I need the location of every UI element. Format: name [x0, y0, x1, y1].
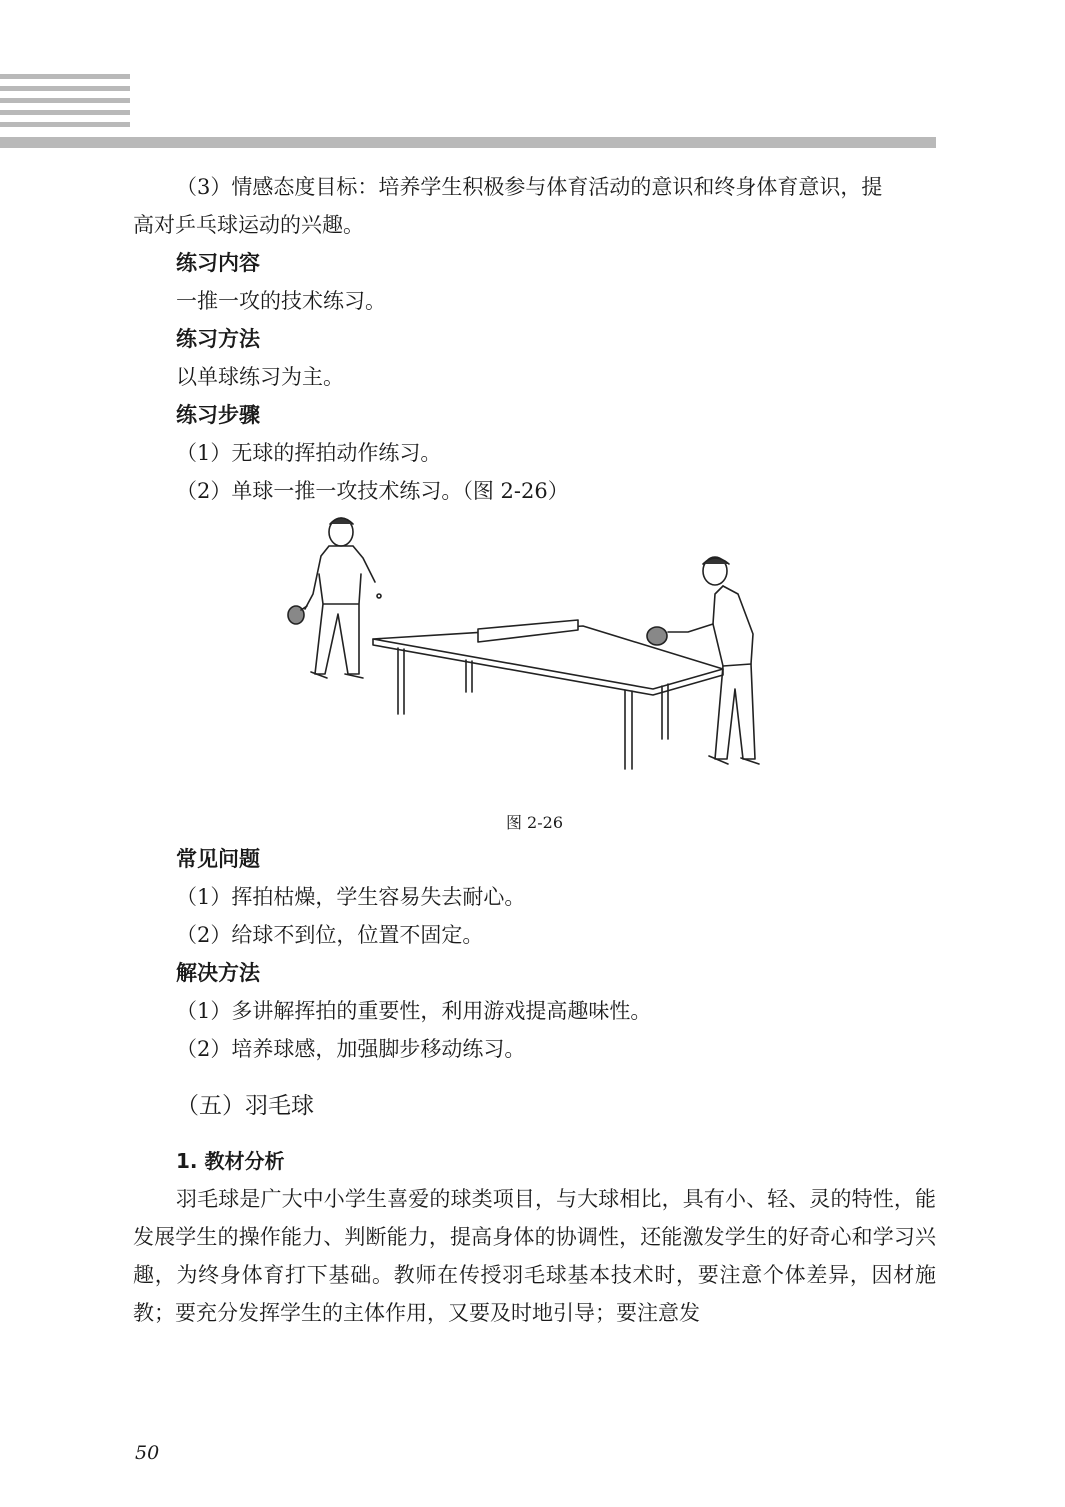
- practice-step-2: （2）单球一推一攻技术练习。（图 2-26）: [176, 479, 569, 503]
- common-problem-2: （2）给球不到位，位置不固定。: [176, 923, 484, 947]
- common-problems-heading: 常见问题: [176, 847, 260, 871]
- solution-1: （1）多讲解挥拍的重要性，利用游戏提高趣味性。: [176, 999, 652, 1023]
- practice-steps-heading: 练习步骤: [176, 403, 260, 427]
- page-content: [133, 168, 936, 1332]
- intro-line-1: （3）情感态度目标：培养学生积极参与体育活动的意识和终身体育意识，提: [176, 175, 883, 199]
- figure-caption: 图 2-26: [505, 813, 564, 832]
- section-title: （五）羽毛球: [176, 1093, 314, 1119]
- header-decoration: [0, 74, 130, 134]
- header-rule: [0, 137, 936, 148]
- solutions-heading: 解决方法: [176, 961, 260, 985]
- sub-heading: 1. 教材分析: [176, 1149, 285, 1173]
- practice-content-text: 一推一攻的技术练习。: [176, 289, 386, 313]
- solution-2: （2）培养球感，加强脚步移动练习。: [176, 1037, 526, 1061]
- practice-method-heading: 练习方法: [176, 327, 260, 351]
- practice-method-text: 以单球练习为主。: [176, 365, 344, 389]
- section-paragraph: 羽毛球是广大中小学生喜爱的球类项目，与大球相比，具有小、轻、灵的特性，能发展学生的操作能力、判断能力，提高身体的协调性，还能激发学生的好奇心和学习兴趣，为终身体育打下基础。教师在传授羽毛球基本技术时，要注意个体差异，因材施教；要充分发挥学生的主体作用，又要及时地引导；要注意发: [133, 1187, 936, 1325]
- page-number: 50: [135, 1442, 160, 1464]
- figure-table-tennis: [133, 510, 936, 840]
- common-problem-1: （1）挥拍枯燥，学生容易失去耐心。: [176, 885, 526, 909]
- table-tennis-illustration: [283, 514, 783, 789]
- practice-step-1: （1）无球的挥拍动作练习。: [176, 441, 442, 465]
- practice-content-heading: 练习内容: [176, 251, 260, 275]
- intro-line-2: 高对乒乓球运动的兴趣。: [133, 213, 364, 237]
